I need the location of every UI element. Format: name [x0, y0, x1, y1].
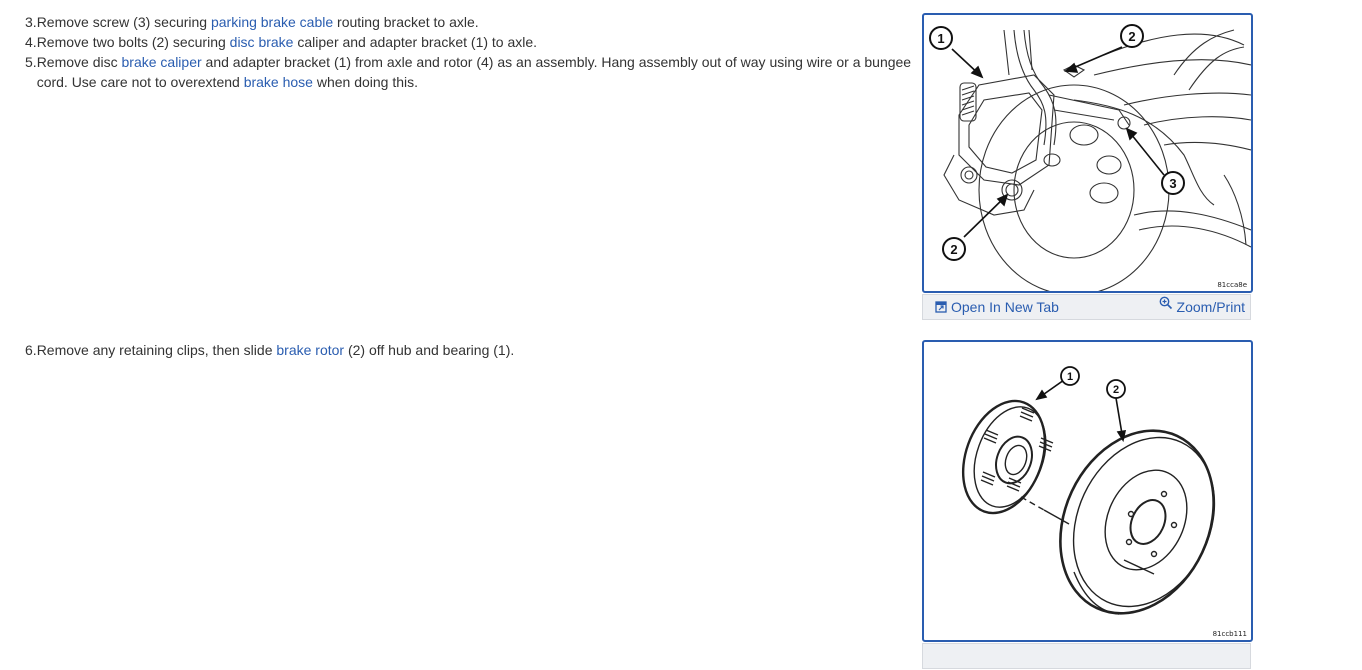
step-item — [25, 340, 920, 360]
step-text-fragment: Remove any retaining clips, then slide — [36, 342, 277, 358]
figure-code: 81ccb111 — [1212, 630, 1247, 638]
step-text-fragment: and adapter bracket (1) from axle and rotor (4) as an assembly. Hang assembly out of way using wire or a bungee cord. Use care not to overextend — [36, 54, 912, 90]
open-new-tab-button[interactable] — [935, 299, 1059, 315]
callout-3: 3 — [1169, 176, 1177, 191]
step-number: 5. — [25, 54, 37, 70]
figure-image-frame[interactable] — [922, 340, 1253, 642]
callout-2-bottom: 2 — [950, 242, 958, 257]
steps-group-1 — [25, 12, 920, 92]
caliper-illustration — [924, 15, 1251, 291]
step-text — [37, 12, 920, 32]
callout-2: 2 — [1112, 384, 1120, 396]
callout-1: 1 — [1066, 371, 1074, 383]
step-text-fragment: caliper and adapter bracket (1) to axle. — [293, 34, 538, 50]
rotor-illustration — [924, 342, 1251, 640]
step-text-fragment: Remove disc — [36, 54, 122, 70]
figure-caliper-removal — [922, 13, 1253, 322]
figure-rotor-removal — [922, 340, 1253, 670]
step-text-fragment: when doing this. — [312, 74, 419, 90]
glossary-link[interactable]: brake rotor — [276, 342, 345, 358]
step-text — [37, 32, 920, 52]
glossary-link[interactable]: disc brake — [229, 34, 294, 50]
step-item — [25, 12, 920, 32]
figure-toolbar — [922, 643, 1251, 669]
glossary-link[interactable]: brake caliper — [121, 54, 202, 70]
step-text-fragment: Remove two bolts (2) securing — [36, 34, 230, 50]
step-text-fragment: (2) off hub and bearing (1). — [344, 342, 515, 358]
zoom-print-button[interactable] — [1159, 299, 1245, 315]
glossary-link[interactable]: brake hose — [243, 74, 313, 90]
figure-image-frame[interactable] — [922, 13, 1253, 293]
step-text-fragment: routing bracket to axle. — [333, 14, 479, 30]
figure-code: 81cca8e — [1217, 281, 1247, 289]
callout-2-top: 2 — [1128, 29, 1136, 44]
steps-group-2 — [25, 340, 920, 360]
zoom-print-label: Zoom/Print — [1176, 299, 1245, 315]
step-text — [37, 52, 920, 92]
magnifier-icon — [1159, 296, 1173, 310]
figure-toolbar — [922, 294, 1251, 320]
step-text — [37, 340, 920, 360]
step-text-fragment: Remove screw (3) securing — [36, 14, 211, 30]
step-item — [25, 32, 920, 52]
glossary-link[interactable]: parking brake cable — [210, 14, 334, 30]
open-new-tab-label: Open In New Tab — [951, 299, 1059, 315]
step-number: 3. — [25, 14, 37, 30]
step-item — [25, 52, 920, 92]
step-number: 4. — [25, 34, 37, 50]
callout-1: 1 — [937, 31, 945, 46]
open-new-tab-icon — [935, 301, 947, 313]
step-number: 6. — [25, 342, 37, 358]
